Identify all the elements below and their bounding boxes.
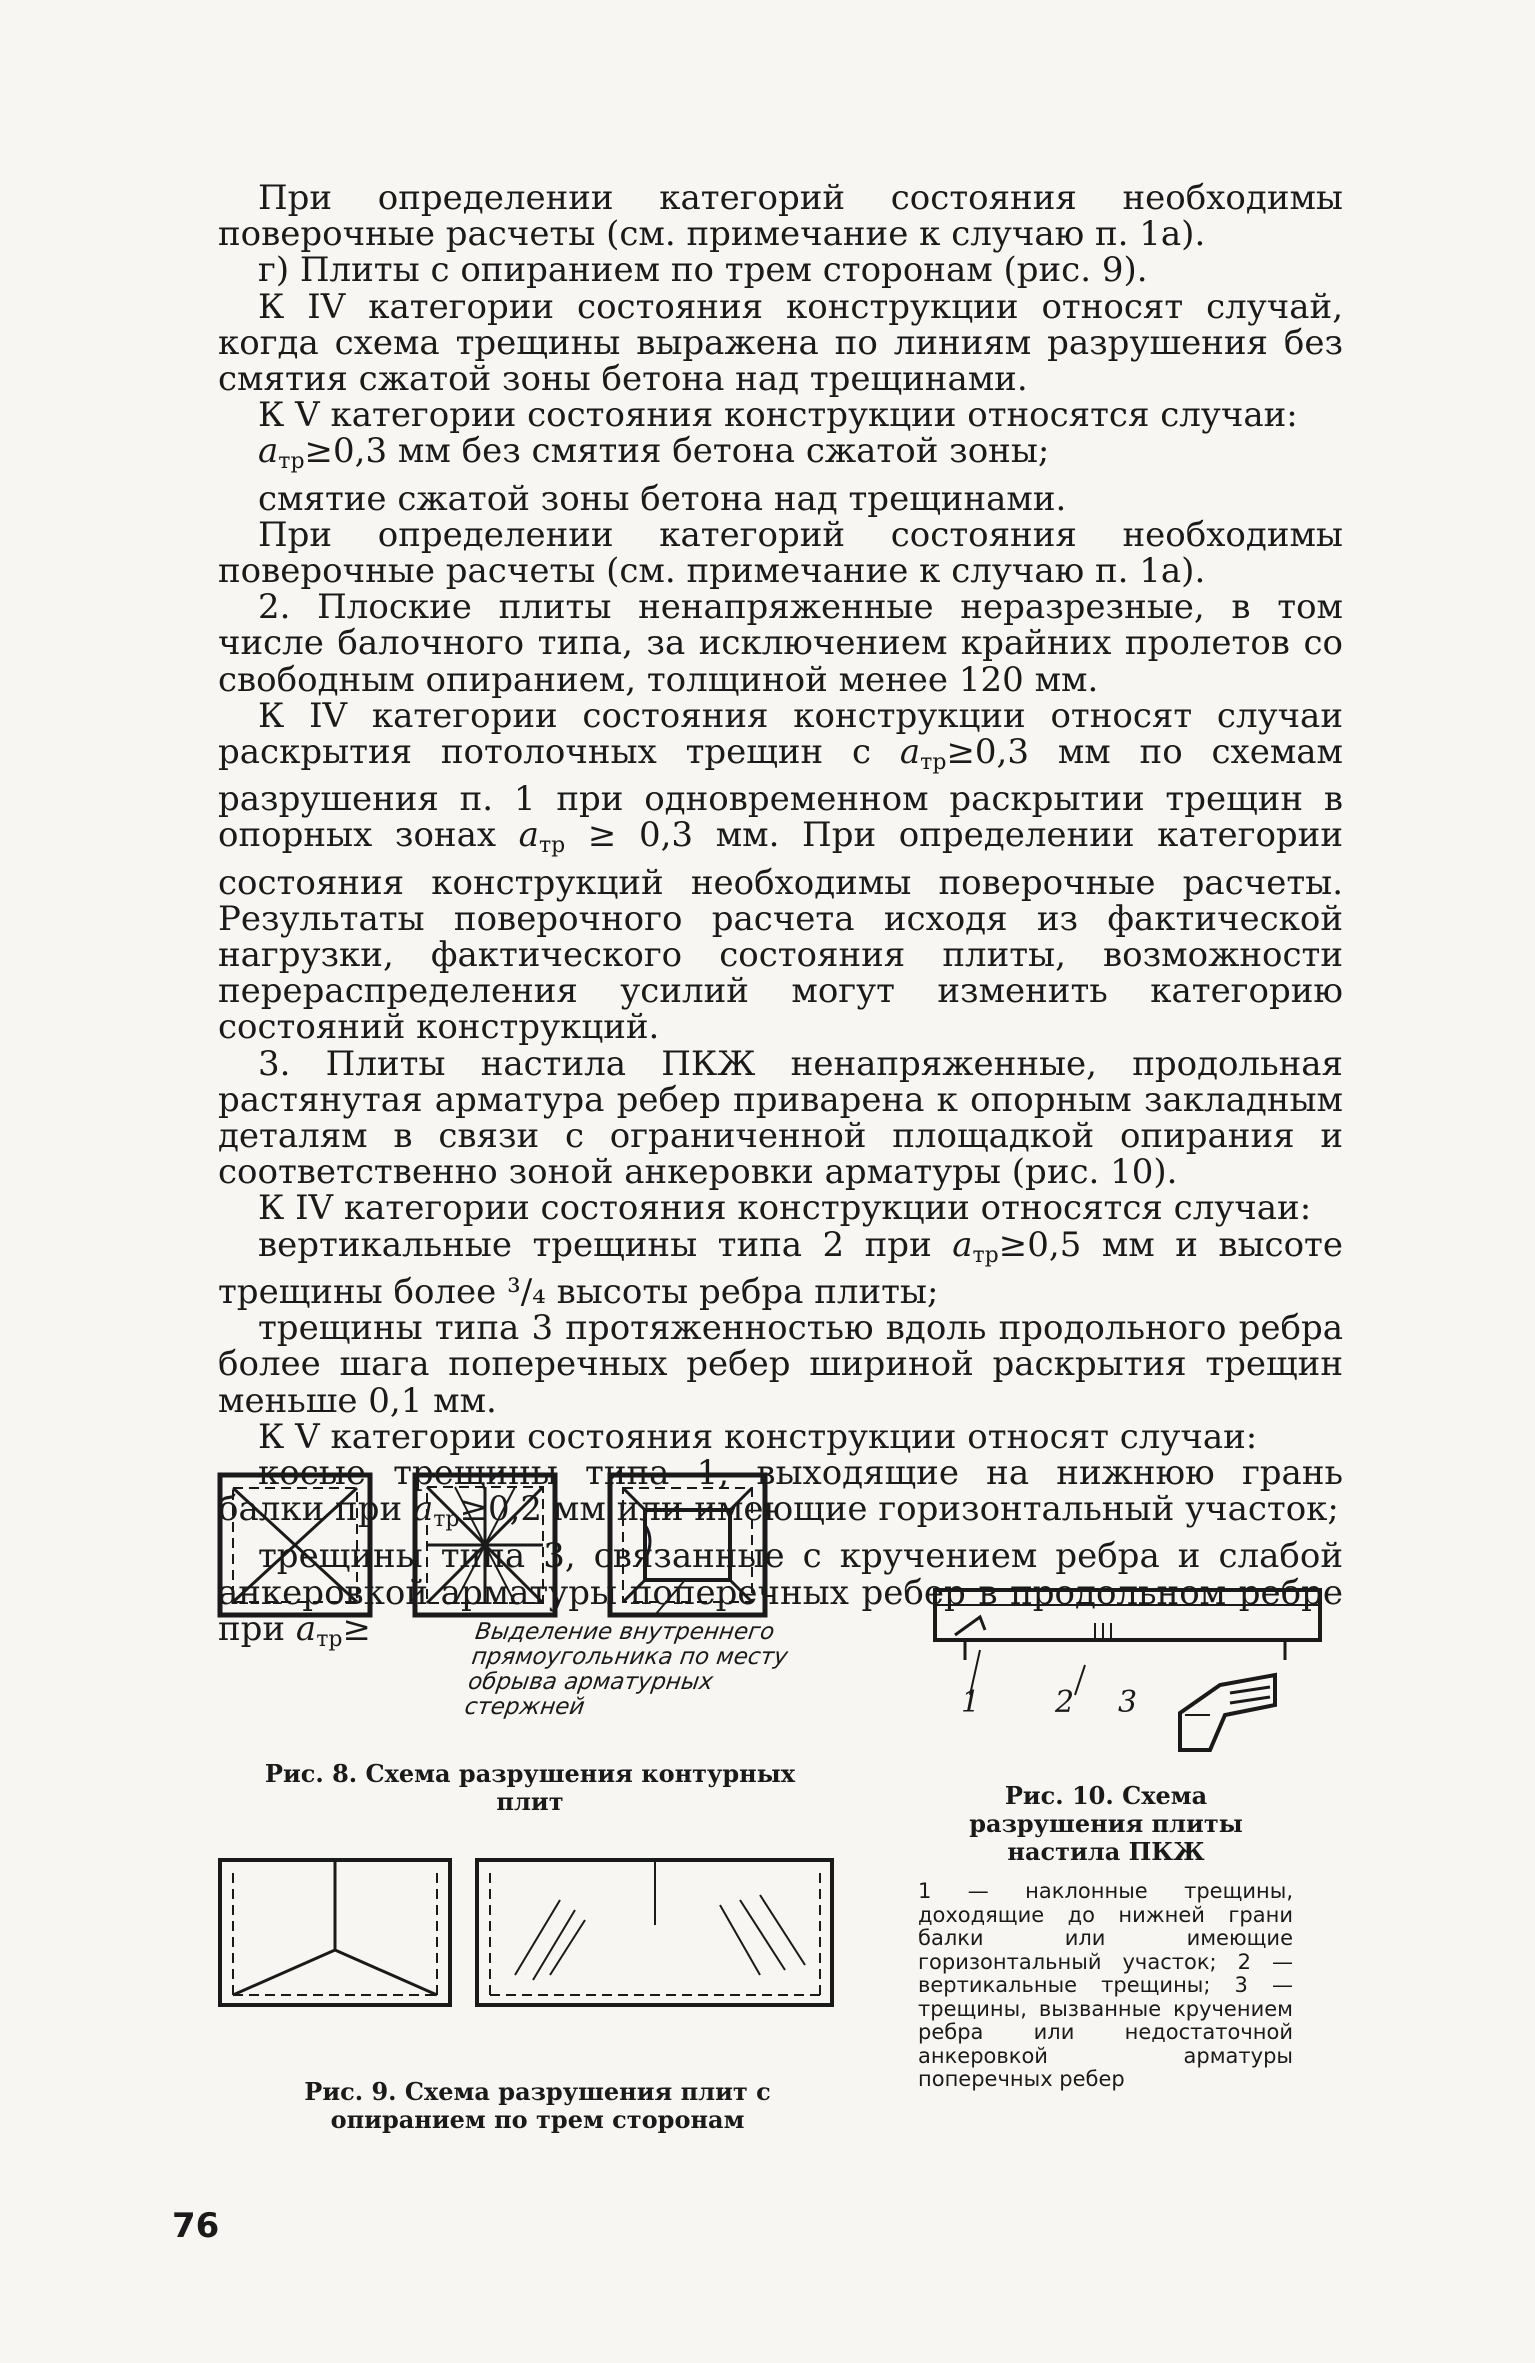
figure-10-label-2: 2 [1055,1685,1075,1720]
figure-10-legend: 1 — наклонные трещины, доходящие до нижней грани балки или имеющие горизонтальный участок; 2 — вертикальные трещины; 3 — трещины, вызванные кручением ребра или недостаточной анкеровкой арматуры поперечных ребер [918,1879,1293,2091]
figure-9-caption: Рис. 9. Схема разрушения плит с опиранием по трем сторонам [304,2077,771,2134]
paragraph: К V категории состояния конструкции относят случаи: [258,1416,1258,1457]
paragraph: 3. Плиты настила ПКЖ ненапряженные, продольная растянутая арматура ребер приварена к опорным закладным деталям в связи с ограниченной площадкой опирания и соответственно зоной анкеровки арматуры (рис. 10). [218,1043,1343,1193]
figure-8-caption: Рис. 8. Схема разрушения контурных плит [264,1759,796,1816]
figure-8-drawing [215,1470,815,1620]
body-text [218,180,1343,1658]
page-number: 76 [172,2206,220,2246]
figure-10-caption: Рис. 10. Схема разрушения плиты настила ПКЖ [969,1781,1243,1866]
paragraph: вертикальные трещины типа 2 при $a_{тр}\ge 0,5$ мм и высоте трещины более ³/₄ высоты ребра плиты; [218,1224,1343,1312]
paragraph: К V категории состояния конструкции относятся случаи: [258,395,1298,436]
paragraph: смятие сжатой зоны бетона над трещинами. [258,478,1067,519]
figure-9-drawing [215,1855,835,2010]
paragraph: трещины типа 3 протяженностью вдоль продольного ребра более шага поперечных ребер шириной раскрытия трещин меньше 0,1 мм. [218,1308,1343,1421]
figure-10-label-1: 1 [961,1685,981,1720]
figure-10-drawing [925,1585,1325,1760]
paragraph: 2. Плоские плиты ненапряженные неразрезные, в том числе балочного типа, за исключением крайних пролетов со свободным опиранием, толщиной менее 120 мм. [218,587,1343,700]
paragraph: г) Плиты с опиранием по трем сторонам (рис. 9). [258,250,1148,291]
figure-10-label-3: 3 [1118,1685,1138,1720]
paragraph: При определении категорий состояния необходимы поверочные расчеты (см. примечание к случаю п. 1а). [218,514,1343,592]
paragraph: косые трещины типа 1, выходящие на нижнюю грань балки при $a_{тр}\ge 0,2$ мм или имеющие горизонтальный участок; [218,1452,1343,1533]
figure-10 [925,1585,1325,1760]
figure-8-note: Выделение внутреннего прямоугольника по месту обрыва арматурных стержней [462,1619,790,1720]
paragraph: К IV категории состояния конструкции относятся случаи: [258,1188,1312,1229]
paragraph: К IV категории состояния конструкции относят случаи раскрытия потолочных трещин с $a_{тр}\ge 0,3$ мм по схемам разрушения п. 1 при одновременном раскрытии трещин в опорных зонах $a_{тр} \ge 0,3$ мм. При определении категории состояния конструкций необходимы поверочные расчеты. Результаты поверочного расчета исходя из фактической нагрузки, фактического состояния плиты, возможности перераспределения усилий могут изменить категорию состояний конструкций. [218,695,1344,1048]
paragraph: $a_{тр}\ge 0,3$ мм без смятия бетона сжатой зоны; [258,431,1050,475]
paragraph: К IV категории состояния конструкции относят случай, когда схема трещины выражена по линиям разрушения без смятия сжатой зоны бетона над трещинами. [218,286,1343,400]
figure-8 [215,1470,815,1620]
figure-9 [215,1855,835,2010]
paragraph: трещины типа 3, связанные с кручением ребра и слабой анкеровкой арматуры поперечных ребер в продольном ребре при $a_{тр}\ge$ [218,1536,1343,1652]
paragraph: При определении категорий состояния необходимы поверочные расчеты (см. примечание к случаю п. 1а). [218,178,1343,255]
